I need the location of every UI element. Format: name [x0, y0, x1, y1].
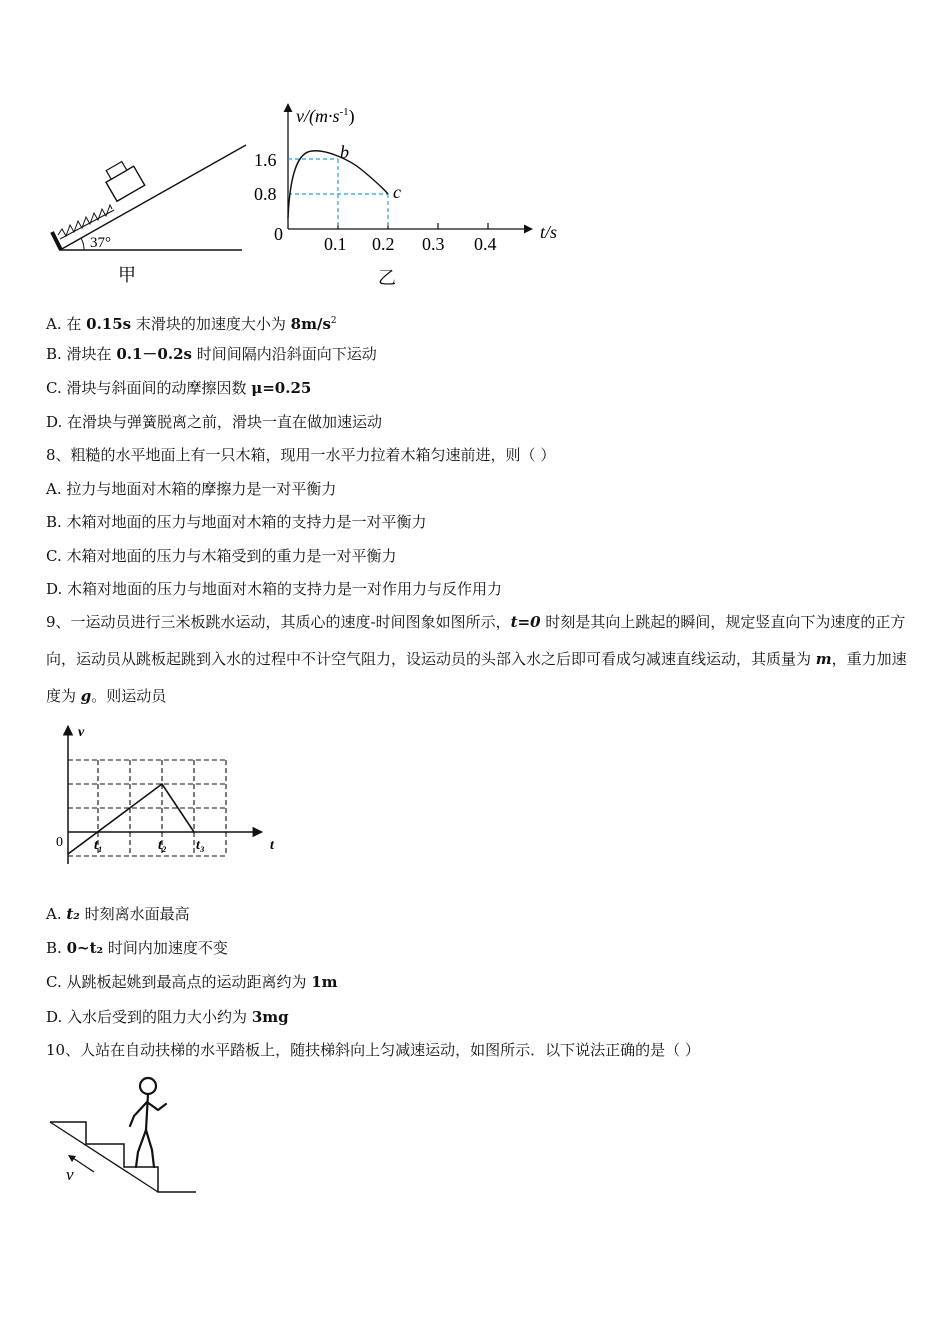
q8-option-c: C. 木箱对地面的压力与木箱受到的重力是一对平衡力: [46, 547, 397, 565]
vt-origin: 0: [274, 224, 283, 244]
q7-option-a: A. 在 0.15s 末滑块的加速度大小为 $8m/s^2$: [46, 315, 337, 333]
q9-option-b: B. 0~t₂ 时间内加速度不变: [46, 939, 228, 957]
vt-xtick-0-1: 0.1: [324, 234, 347, 254]
block: [101, 158, 145, 202]
q9-t2: t₂: [158, 838, 167, 853]
vt-xtick-0-3: 0.3: [422, 234, 445, 254]
vt-point-c: c: [393, 182, 401, 202]
q9-origin: 0: [56, 835, 63, 850]
vt-xtick-0-4: 0.4: [474, 234, 497, 254]
q7-option-d: D. 在滑块与弹簧脱离之前，滑块一直在做加速运动: [46, 413, 383, 431]
incline-wall: [52, 232, 61, 250]
q8-option-a: A. 拉力与地面对木箱的摩擦力是一对平衡力: [46, 480, 337, 498]
q7-option-b: B. 滑块在 0.1－0.2s 时间间隔内沿斜面向下运动: [46, 345, 377, 363]
stick-figure: [130, 1078, 166, 1167]
vt-xtick-0-2: 0.2: [372, 234, 395, 254]
q9-stem: 9、一运动员进行三米板跳水运动，其质心的速度-时间图象如图所示，t=0 时刻是其向上跳起的瞬间，规定竖直向下为速度的正方向，运动员从跳板起跳到入水的过程中不计空气阻力，设运动员的头部入水之后即可看成匀减速直线运动，其质量为 m，重力加速度为 g。则运动员: [46, 613, 907, 705]
q9-t3: t₃: [196, 838, 205, 853]
q9-t1: t₁: [94, 838, 103, 853]
fig-incline-caption: 甲: [118, 265, 136, 285]
q9-option-a: A. t₂ 时刻离水面最高: [46, 905, 190, 923]
q9-v-label: v: [78, 725, 85, 740]
angle-arc: [81, 238, 84, 250]
incline-slope: [60, 145, 246, 250]
spring: [58, 205, 112, 236]
angle-label: 37°: [90, 235, 111, 251]
vt-point-b: b: [340, 142, 349, 162]
vt-y-axis-label: $v/(m\cdot s^{-1})$: [296, 106, 355, 126]
q9-option-c: C. 从跳板起姚到最高点的运动距离约为 1m: [46, 973, 338, 991]
vt-ytick-0-8: 0.8: [254, 184, 277, 204]
q9-t-label: t: [270, 838, 274, 853]
escalator-figure: [46, 1070, 206, 1200]
q9-vt-graph: [52, 722, 288, 872]
q8-stem: 8、粗糙的水平地面上有一只木箱，现用一水平力拉着木箱匀速前进，则（ ）: [46, 446, 556, 464]
velocity-label: v: [66, 1165, 74, 1184]
q7-option-c: C. 滑块与斜面间的动摩擦因数 μ=0.25: [46, 379, 312, 397]
q10-stem: 10、人站在自动扶梯的水平踏板上，随扶梯斜向上匀减速运动，如图所示．以下说法正确的是（ ）: [46, 1041, 700, 1059]
q9-vt-line: [68, 784, 194, 854]
vt-x-axis-label: t/s: [540, 222, 558, 242]
q9-option-d: D. 入水后受到的阻力大小约为 3mg: [46, 1008, 289, 1026]
vt-ytick-1-6: 1.6: [254, 150, 277, 170]
q8-option-d: D. 木箱对地面的压力与地面对木箱的支持力是一对作用力与反作用力: [46, 580, 503, 598]
vt-graph: [250, 98, 580, 296]
vt-caption: 乙: [378, 268, 396, 288]
q8-option-b: B. 木箱对地面的压力与地面对木箱的支持力是一对平衡力: [46, 513, 427, 531]
incline-figure: [46, 135, 256, 295]
